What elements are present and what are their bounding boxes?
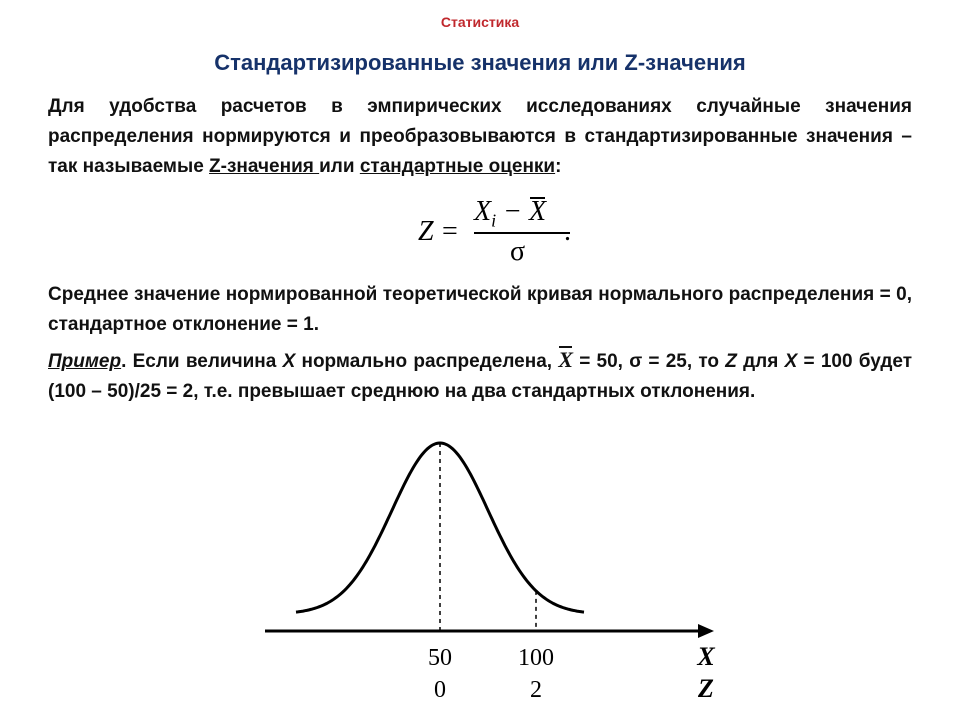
- example-z-var: Z: [725, 351, 737, 372]
- x-tick-label: 100: [518, 645, 554, 671]
- z-tick-label: 2: [530, 677, 542, 703]
- example-text-3: = 50, σ = 25, то: [573, 351, 726, 372]
- intro-text: Для удобства расчетов в эмпирических исследованиях случайные значения распределения нормируются и преобразовываются в стандартизированные значения – так называемые: [48, 96, 912, 177]
- example-xbar: X: [558, 345, 573, 375]
- intro-text-or: или: [319, 156, 360, 177]
- z-values-term: Z-значения: [209, 156, 320, 177]
- example-x-var-2: X: [784, 351, 798, 372]
- formula-minus: −: [496, 196, 530, 227]
- intro-colon: :: [555, 156, 562, 177]
- x-axis-title: X: [697, 642, 715, 671]
- page-title: Стандартизированные значения или Z-значения: [214, 50, 746, 75]
- example-label: Пример: [48, 351, 122, 372]
- x-axis-arrow: [698, 624, 714, 638]
- standard-scores-term: стандартные оценки: [359, 156, 556, 177]
- z-tick-label: 0: [434, 677, 446, 703]
- example-text-5: = 100 будет (100 – 50)/25 = 2, т.е. превышает среднюю на два стандартных отклонения.: [48, 351, 913, 402]
- formula-z: Z: [418, 216, 434, 247]
- formula-index-i: i: [491, 210, 497, 231]
- formula-period: .: [564, 216, 571, 247]
- formula-equals: =: [442, 216, 458, 247]
- example-x-var: X: [282, 351, 296, 372]
- x-tick-label: 50: [428, 645, 452, 671]
- example-text-4: для: [736, 351, 785, 372]
- example-text-1: . Если величина: [121, 351, 283, 372]
- formula-sigma: σ: [510, 236, 526, 267]
- header-label: Статистика: [440, 14, 520, 30]
- formula-xi: X: [474, 196, 492, 227]
- example-text-2: нормально распределена,: [295, 351, 559, 372]
- formula-xbar: X: [529, 196, 547, 227]
- z-axis-title: Z: [698, 674, 714, 703]
- mean-paragraph: Среднее значение нормированной теоретической кривая нормального распределения = 0, стандартное отклонение = 1.: [48, 284, 912, 335]
